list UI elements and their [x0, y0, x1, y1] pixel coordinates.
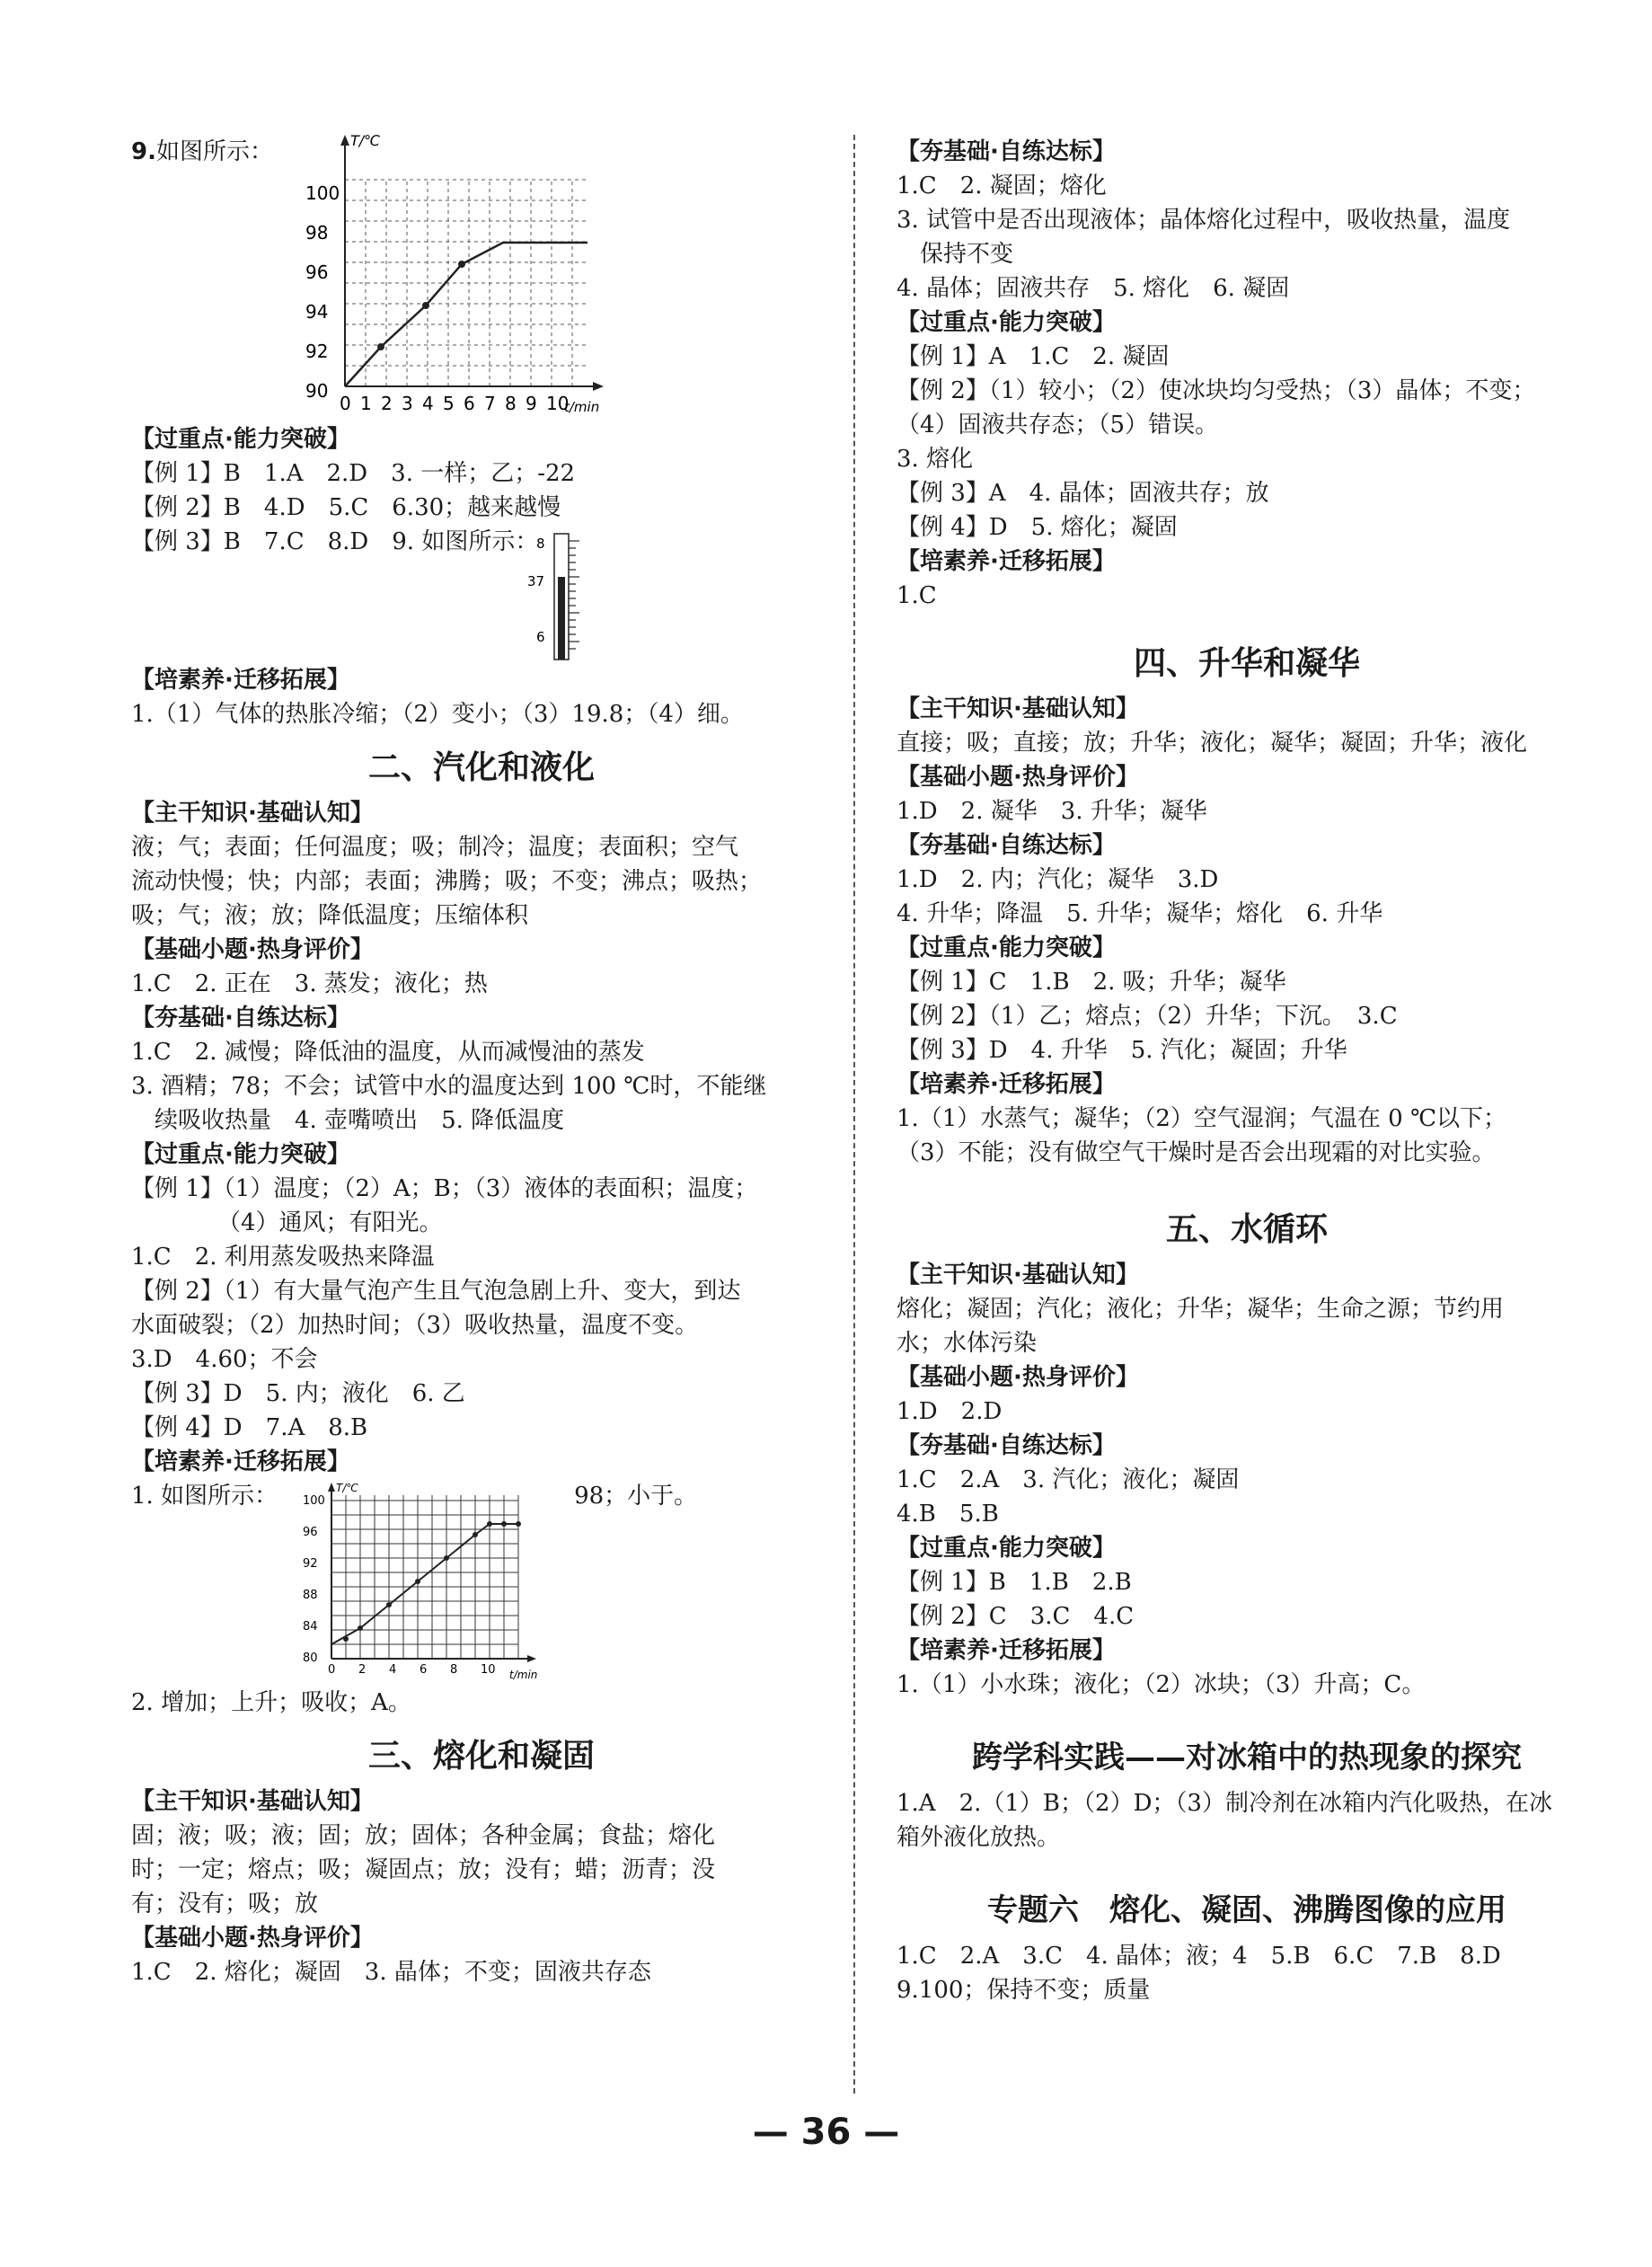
graph2-xticks — [328, 1663, 496, 1677]
answer-line: 98；小于。 — [574, 1483, 698, 1510]
section-heading: 【基础小题·热身评价】 — [897, 1364, 1139, 1391]
answer-line: 水面破裂；（2）加热时间；（3）吸收热量，温度不变。 — [131, 1312, 699, 1339]
graph1-yticks — [305, 182, 340, 402]
answer-line: 4. 晶体；固液共存 5. 熔化 6. 凝固 — [897, 275, 1290, 302]
answer-line: 1.C 2. 熔化；凝固 3. 晶体；不变；固液共存态 — [131, 1959, 651, 1986]
right-column — [897, 135, 1597, 2007]
q9-text: 9.如图所示： — [131, 138, 273, 165]
graph2-ylabel: T/℃ — [336, 1482, 358, 1494]
graph1-xtick-label: 3 — [401, 393, 413, 414]
answer-line: 【例 4】D 5. 熔化；凝固 — [897, 514, 1178, 541]
graph1-point — [458, 261, 465, 268]
section-heading: 【过重点·能力突破】 — [131, 1141, 350, 1168]
section-heading: 【过重点·能力突破】 — [897, 934, 1116, 961]
graph1-xtick-label: 4 — [421, 393, 434, 414]
graph1-xlabel: t/min — [563, 399, 600, 415]
graph1-x-arrow — [593, 382, 604, 391]
temperature-time-graph-1 — [291, 126, 614, 422]
answer-line: 【例 2】（1）较小；（2）使冰块均匀受热；（3）晶体；不变； — [897, 377, 1536, 404]
section-heading: 【基础小题·热身评价】 — [131, 1925, 374, 1952]
answer-line: 3. 熔化 — [897, 446, 974, 473]
thermometer-ticks — [569, 541, 579, 649]
chapter-title: 二、汽化和液化 — [367, 748, 595, 786]
chapter-title: 三、熔化和凝固 — [367, 1737, 595, 1775]
graph1-ytick-label: 96 — [305, 261, 329, 283]
answer-line: 时；一定；熔点；吸；凝固点；放；没有；蜡；沥青；没 — [131, 1856, 716, 1883]
graph2-ytick-label: 92 — [303, 1557, 318, 1571]
graph2-y-arrow — [328, 1483, 335, 1492]
answer-line: 1.C 2. 减慢；降低油的温度，从而减慢油的蒸发 — [131, 1039, 645, 1066]
answer-line: 【例 3】D 5. 内；液化 6. 乙 — [131, 1380, 465, 1407]
section-heading: 【主干知识·基础认知】 — [131, 800, 374, 827]
section-heading: 【过重点·能力突破】 — [897, 1535, 1116, 1562]
answer-line: 【例 2】C 3.C 4.C — [897, 1603, 1135, 1630]
section-heading: 【培素养·迁移拓展】 — [131, 667, 350, 694]
answer-line: 4. 升华；降温 5. 升华；凝华；熔化 6. 升华 — [897, 900, 1383, 927]
graph2-grid — [331, 1495, 518, 1659]
chapter-title: 五、水循环 — [1165, 1210, 1328, 1248]
answer-line: 【例 2】（1）有大量气泡产生且气泡急剧上升、变大，到达 — [131, 1278, 741, 1305]
answer-line: 1.D 2. 内；汽化；凝华 3.D — [897, 866, 1219, 893]
answer-line: 1.A 2.（1）B；（2）D；（3）制冷剂在冰箱内汽化吸热，在冰 — [897, 1790, 1552, 1817]
answer-line: 【例 3】B 7.C 8.D 9. 如图所示： — [131, 528, 539, 555]
answer-line: 续吸收热量 4. 壶嘴喷出 5. 降低温度 — [155, 1107, 565, 1134]
graph1-ytick-label: 90 — [305, 380, 329, 402]
thermometer-row — [131, 525, 832, 663]
answer-line: 2. 增加；上升；吸收；A。 — [131, 1689, 411, 1716]
graph1-xtick-label: 2 — [380, 393, 393, 414]
answer-line: 【例 4】D 7.A 8.B — [131, 1414, 368, 1441]
graph2-x-arrow — [527, 1655, 536, 1662]
answer-line: 【例 1】C 1.B 2. 吸；升华；凝华 — [897, 969, 1286, 996]
answer-line: 【例 1】（1）温度；（2）A；B；（3）液体的表面积；温度； — [131, 1175, 758, 1202]
graph2-xtick-label: 10 — [481, 1663, 496, 1677]
answer-line: 1.D 2. 凝华 3. 升华；凝华 — [897, 798, 1207, 825]
answer-line: 箱外液化放热。 — [897, 1824, 1061, 1851]
section-heading: 【基础小题·热身评价】 — [897, 764, 1139, 791]
answer-line: 1.D 2.D — [897, 1398, 1003, 1425]
answer-line: 1.（1）气体的热胀冷缩；（2）变小；（3）19.8；（4）细。 — [131, 701, 744, 728]
answer-line: 9.100；保持不变；质量 — [897, 1977, 1151, 2004]
section-heading: 【培素养·迁移拓展】 — [897, 1071, 1116, 1098]
graph1-grid — [345, 180, 587, 386]
graph1-ylabel: T/℃ — [349, 132, 381, 149]
section-heading: 【培素养·迁移拓展】 — [897, 548, 1116, 575]
section-heading: 【夯基础·自练达标】 — [897, 832, 1116, 859]
section-heading: 【主干知识·基础认知】 — [897, 695, 1139, 722]
graph2-row — [131, 1479, 832, 1686]
section-heading: 【夯基础·自练达标】 — [897, 1432, 1116, 1459]
graph1-xtick-label: 0 — [339, 393, 351, 414]
answer-line: 1.（1）小水珠；液化；（2）冰块；（3）升高；C。 — [897, 1671, 1426, 1698]
graph2-ytick-label: 100 — [303, 1494, 325, 1508]
answer-line: 有；没有；吸；放 — [131, 1891, 319, 1917]
chapter-title: 专题六 熔化、凝固、沸腾图像的应用 — [987, 1892, 1506, 1928]
answer-line: 【例 2】B 4.D 5.C 6.30；越来越慢 — [131, 494, 561, 521]
section-heading: 【夯基础·自练达标】 — [131, 1005, 350, 1032]
thermometer-liquid — [558, 577, 565, 660]
chapter-title: 四、升华和凝华 — [1133, 644, 1360, 682]
graph2-xtick-label: 4 — [389, 1663, 397, 1677]
answer-line: 【例 1】B 1.A 2.D 3. 一样；乙；-22 — [131, 460, 576, 487]
answer-line: 流动快慢；快；内部；表面；沸腾；吸；不变；沸点；吸热； — [131, 868, 763, 895]
answer-line: 3. 酒精；78；不会；试管中水的温度达到 100 ℃时，不能继 — [131, 1073, 767, 1100]
answer-line: 1. 如图所示： — [131, 1483, 278, 1510]
answer-line: 液；气；表面；任何温度；吸；制冷；温度；表面积；空气 — [131, 834, 739, 861]
graph2-xtick-label: 6 — [420, 1663, 428, 1677]
graph1-xtick-label: 10 — [545, 393, 570, 414]
answer-line: 1.C — [897, 582, 937, 609]
graph1-point — [377, 343, 384, 350]
answer-line: 1.C 2. 正在 3. 蒸发；液化；热 — [131, 970, 488, 997]
section-heading: 【基础小题·热身评价】 — [131, 936, 374, 963]
graph2-ytick-label: 96 — [303, 1526, 318, 1539]
answer-line: 1.C 2.A 3.C 4. 晶体；液；4 5.B 6.C 7.B 8.D — [897, 1943, 1501, 1970]
section-heading: 【主干知识·基础认知】 — [897, 1262, 1139, 1288]
graph1-xtick-label: 6 — [463, 393, 475, 414]
page-number: — 36 — — [752, 2112, 900, 2153]
temperature-time-graph-2 — [287, 1479, 556, 1686]
graph1-xticks — [340, 393, 569, 414]
graph1-xtick-label: 9 — [525, 393, 537, 414]
answer-line: 熔化；凝固；汽化；液化；升华；凝华；生命之源；节约用 — [897, 1296, 1505, 1323]
graph2-xtick-label: 0 — [328, 1663, 336, 1677]
graph2-ytick-label: 80 — [303, 1652, 318, 1665]
answer-line: 1.C 2. 利用蒸发吸热来降温 — [131, 1244, 435, 1271]
answer-line: 3. 试管中是否出现液体；晶体熔化过程中，吸收热量，温度 — [897, 207, 1511, 234]
graph2-ytick-label: 84 — [303, 1620, 318, 1634]
section-heading: 【主干知识·基础认知】 — [131, 1788, 374, 1815]
graph2-xtick-label: 8 — [450, 1663, 458, 1677]
graph1-ytick-label: 100 — [305, 182, 340, 204]
graph2-xtick-label: 2 — [358, 1663, 367, 1677]
graph2-xlabel: t/min — [509, 1669, 538, 1681]
answer-line: 保持不变 — [920, 241, 1014, 268]
section-heading: 【过重点·能力突破】 — [131, 426, 350, 453]
answer-line: 吸；气；液；放；降低温度；压缩体积 — [131, 902, 529, 929]
column-divider — [853, 135, 855, 2094]
thermometer-figure — [520, 528, 601, 663]
answer-line: （3）不能；没有做空气干燥时是否会出现霜的对比实验。 — [897, 1139, 1496, 1166]
q9-row — [131, 132, 832, 422]
graph1-ytick-label: 94 — [305, 301, 329, 323]
graph1-ytick-label: 92 — [305, 341, 329, 362]
left-column — [131, 132, 832, 1989]
graph1-xtick-label: 8 — [504, 393, 517, 414]
graph1-xtick-label: 1 — [359, 393, 372, 414]
section-heading: 【培素养·迁移拓展】 — [131, 1448, 350, 1475]
graph2-yticks — [303, 1494, 325, 1665]
section-heading: 【培素养·迁移拓展】 — [897, 1637, 1116, 1664]
thermometer-label: 6 — [536, 629, 545, 645]
chapter-title: 跨学科实践——对冰箱中的热现象的探究 — [972, 1740, 1522, 1776]
answer-line: 3.D 4.60；不会 — [131, 1346, 318, 1373]
answer-line: 1.C 2. 凝固；熔化 — [897, 173, 1107, 199]
answer-line: 直接；吸；直接；放；升华；液化；凝华；凝固；升华；液化 — [897, 730, 1528, 757]
answer-line: 【例 1】A 1.C 2. 凝固 — [897, 343, 1170, 370]
section-heading: 【过重点·能力突破】 — [897, 309, 1116, 336]
answer-line: 【例 3】D 4. 升华 5. 汽化；凝固；升华 — [897, 1037, 1347, 1064]
answer-line: 1.（1）水蒸气；凝华；（2）空气湿润；气温在 0 ℃以下； — [897, 1105, 1507, 1132]
graph2-ytick-label: 88 — [303, 1589, 318, 1602]
section-heading: 【夯基础·自练达标】 — [897, 138, 1116, 165]
thermometer-label: 37 — [527, 573, 545, 589]
answer-line: （4）通风；有阳光。 — [217, 1209, 443, 1236]
answer-line: 固；液；吸；液；固；放；固体；各种金属；食盐；熔化 — [131, 1822, 716, 1849]
answer-line: 【例 1】B 1.B 2.B — [897, 1569, 1132, 1596]
answer-line: 【例 3】A 4. 晶体；固液共存；放 — [897, 480, 1269, 507]
answer-line: 4.B 5.B — [897, 1501, 999, 1528]
graph1-point — [422, 302, 429, 309]
graph1-xtick-label: 5 — [442, 393, 455, 414]
thermometer-label: 8 — [536, 536, 545, 552]
answer-line: 水；水体污染 — [897, 1330, 1038, 1357]
graph1-xtick-label: 7 — [483, 393, 496, 414]
answer-line: 1.C 2.A 3. 汽化；液化；凝固 — [897, 1466, 1240, 1493]
graph1-ytick-label: 98 — [305, 222, 329, 244]
graph1-y-arrow — [340, 135, 349, 146]
answer-line: （4）固液共存态；（5）错误。 — [897, 412, 1219, 438]
answer-line: 【例 2】（1）乙；熔点；（2）升华；下沉。 3.C — [897, 1003, 1398, 1030]
